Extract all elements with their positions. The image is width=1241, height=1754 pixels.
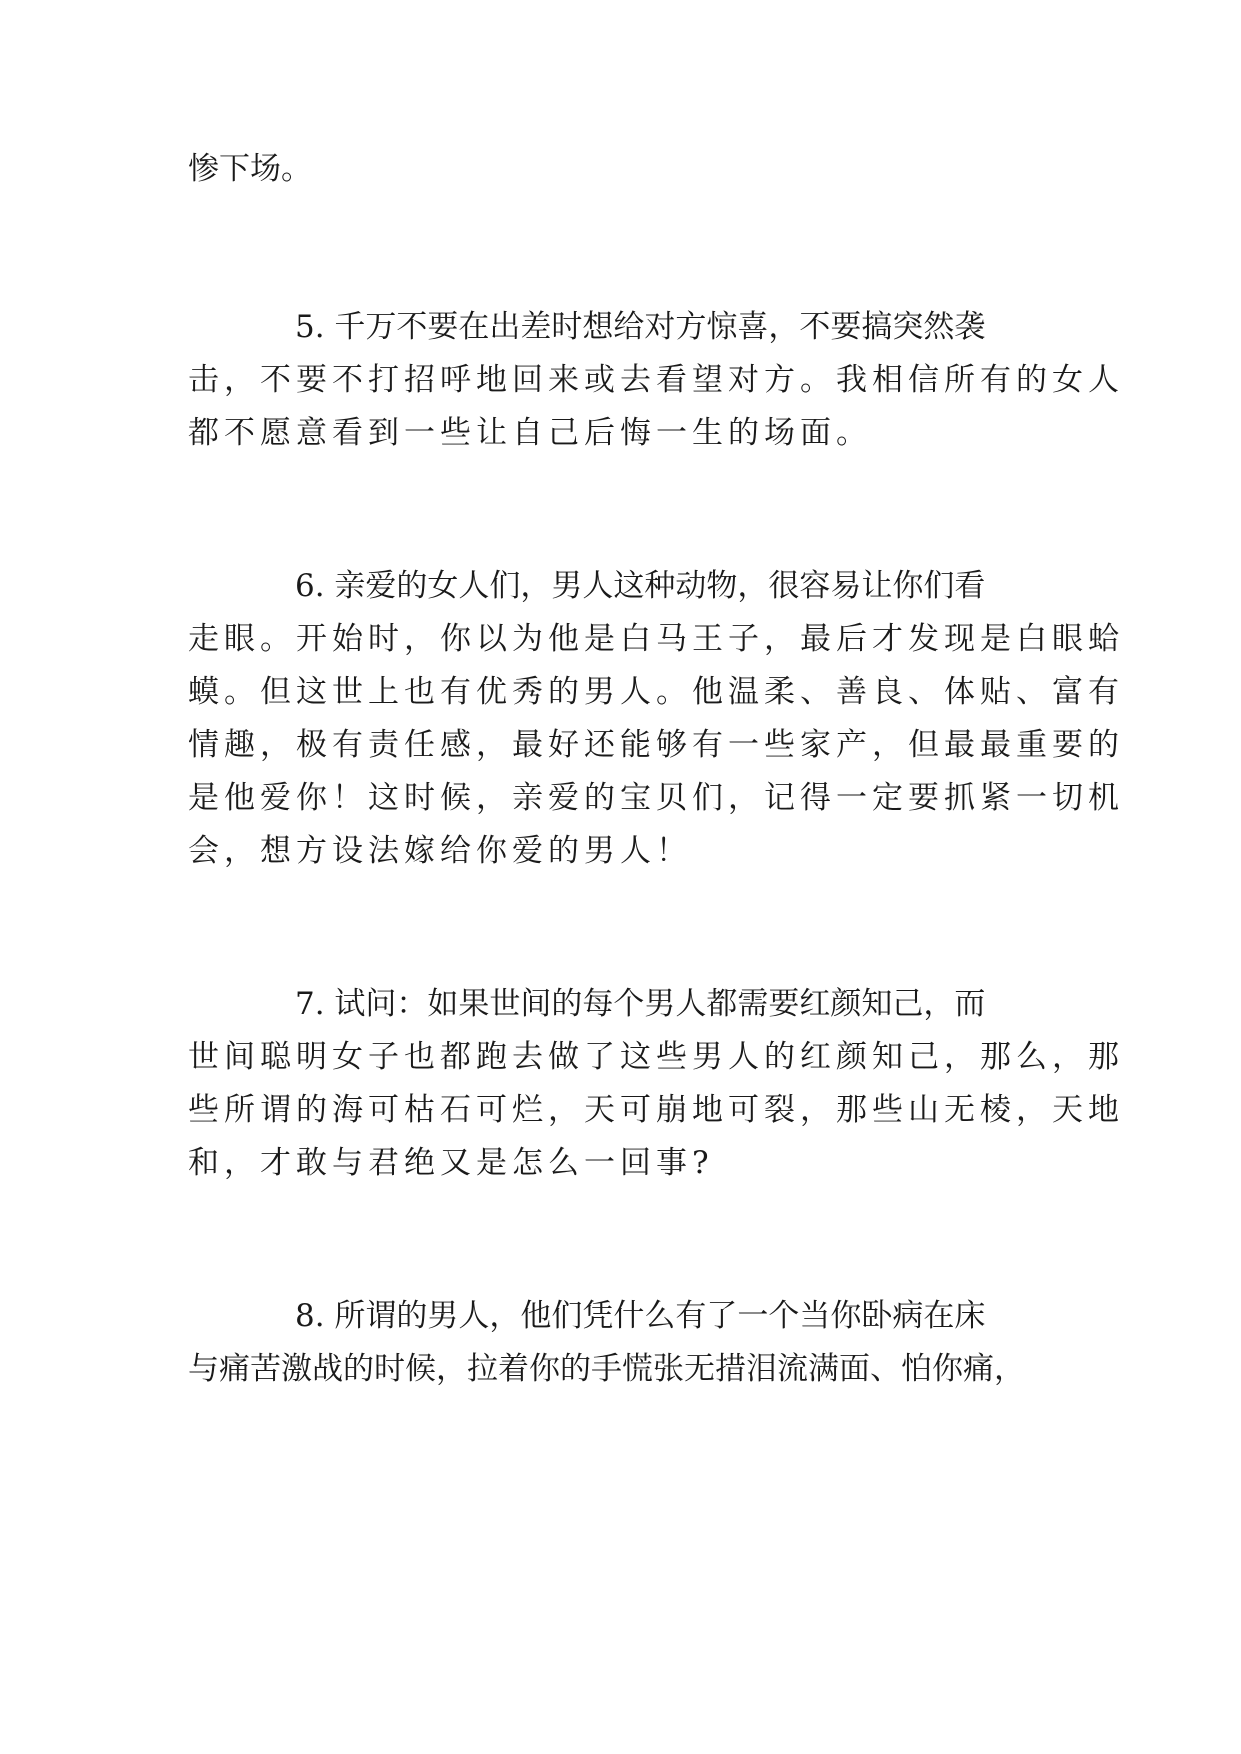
paragraph-8-line-2: 与痛苦激战的时候，拉着你的手慌张无措泪流满面、怕你痛，: [188, 1351, 1025, 1387]
paragraph-6-line-4: 情趣，极有责任感，最好还能够有一些家产，但最最重要的: [188, 727, 1124, 763]
paragraph-7-line-1: 7. 试问：如果世间的每个男人都需要红颜知己，而: [295, 986, 986, 1022]
paragraph-7-line-3: 些所谓的海可枯石可烂，天可崩地可裂，那些山无棱，天地: [188, 1092, 1124, 1128]
paragraph-6-line-1: 6. 亲爱的女人们，男人这种动物，很容易让你们看: [295, 568, 986, 604]
paragraph-6-line-6: 会，想方设法嫁给你爱的男人！: [188, 833, 692, 869]
paragraph-8-line-1: 8. 所谓的男人，他们凭什么有了一个当你卧病在床: [295, 1298, 986, 1334]
paragraph-6-line-3: 蟆。但这世上也有优秀的男人。他温柔、善良、体贴、富有: [188, 674, 1124, 710]
paragraph-5-line-1: 5. 千万不要在出差时想给对方惊喜，不要搞突然袭: [295, 309, 986, 345]
paragraph-5-line-3: 都不愿意看到一些让自己后悔一生的场面。: [188, 415, 872, 451]
paragraph-5-line-2: 击，不要不打招呼地回来或去看望对方。我相信所有的女人: [188, 362, 1124, 398]
paragraph-6-line-5: 是他爱你！这时候，亲爱的宝贝们，记得一定要抓紧一切机: [188, 780, 1124, 816]
paragraph-tail-line-1: 惨下场。: [188, 151, 312, 187]
paragraph-7-line-2: 世间聪明女子也都跑去做了这些男人的红颜知己，那么，那: [188, 1039, 1124, 1075]
paragraph-6-line-2: 走眼。开始时，你以为他是白马王子，最后才发现是白眼蛤: [188, 621, 1124, 657]
paragraph-7-line-4: 和，才敢与君绝又是怎么一回事?: [188, 1145, 714, 1181]
